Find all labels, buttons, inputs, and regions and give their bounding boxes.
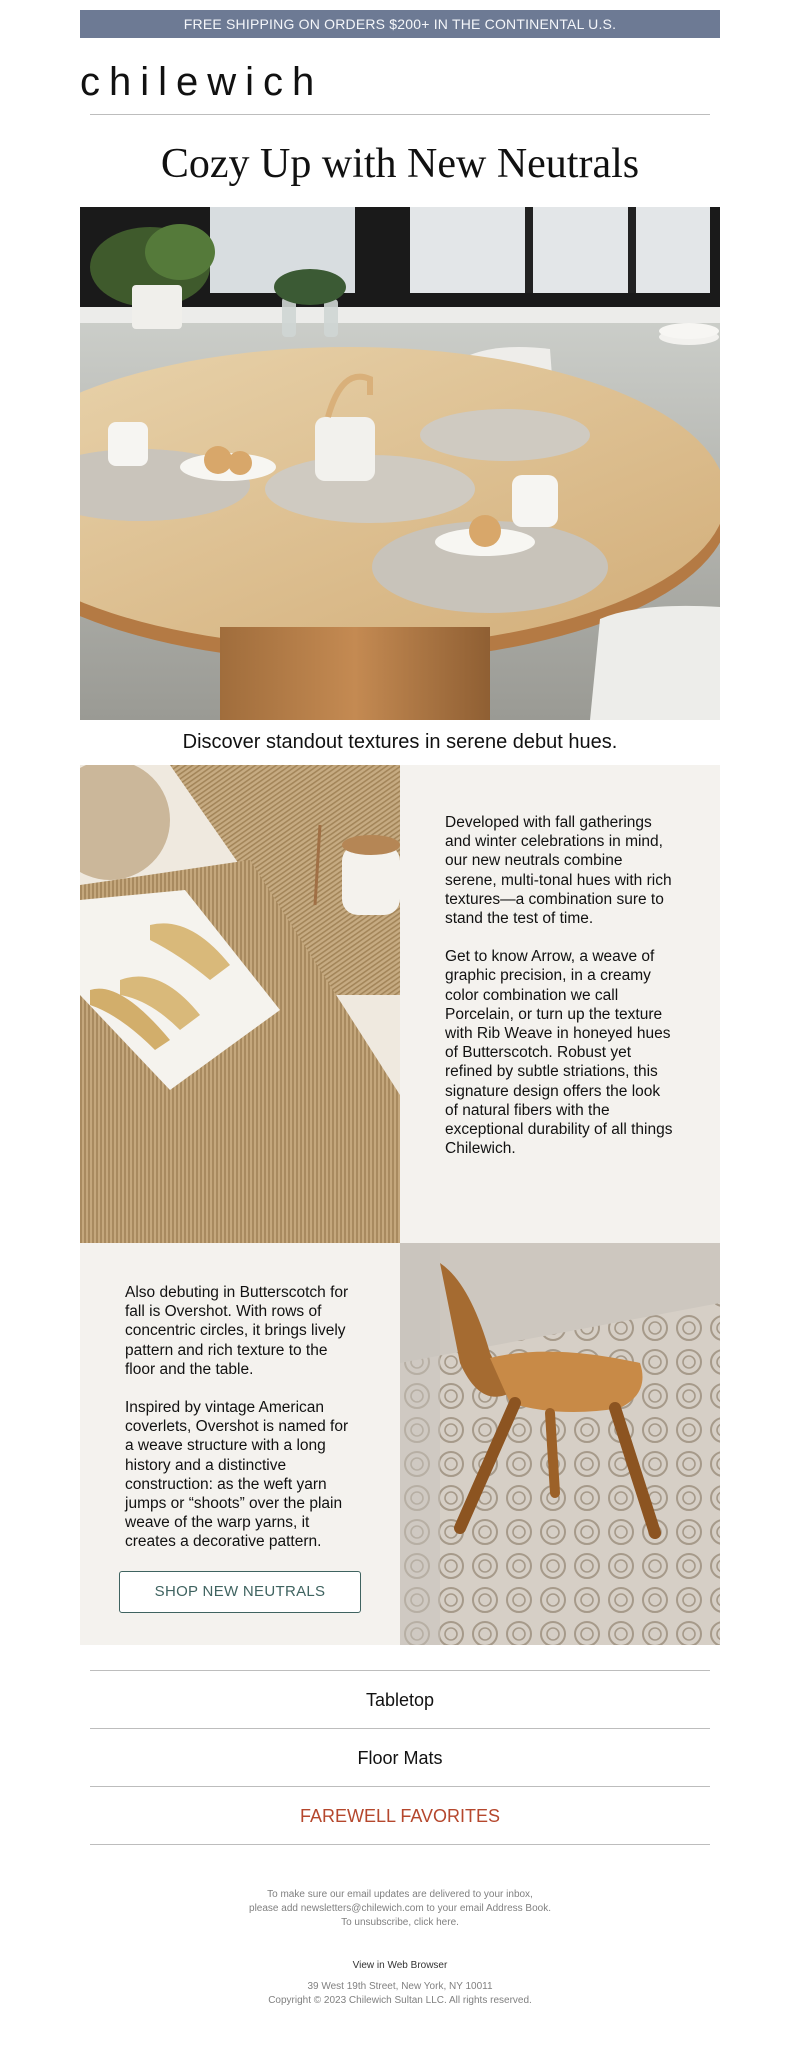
shop-new-neutrals-button[interactable]: SHOP NEW NEUTRALS — [119, 1571, 361, 1613]
nav-link-floor-mats[interactable]: Floor Mats — [357, 1748, 443, 1768]
overshot-paragraph-2: Inspired by vintage American coverlets, Overshot is named for a weave structure with a long history and a distinctive construction: as the weft yarn jumps or “shoots” over the plain weave of the warp yarns, it creates a decorative pattern. — [125, 1399, 349, 1551]
page-title: Cozy Up with New Neutrals — [160, 141, 640, 187]
divider — [90, 1728, 710, 1729]
hero-subtitle: Discover standout textures in serene debut hues. — [182, 731, 618, 753]
nav-link-tabletop[interactable]: Tabletop — [365, 1690, 435, 1710]
rib-weave-copy — [445, 813, 677, 1177]
footer-notice-line-2: please add newsletters@chilewich.com to your email Address Book. — [249, 1903, 551, 1914]
overshot-image[interactable] — [400, 1243, 720, 1645]
shipping-banner[interactable]: FREE SHIPPING ON ORDERS $200+ IN THE CONTINENTAL U.S. — [80, 10, 720, 38]
nav-link-farewell-favorites[interactable]: FAREWELL FAVORITES — [299, 1806, 501, 1826]
footer-address: 39 West 19th Street, New York, NY 10011 — [307, 1981, 493, 1992]
rib-weave-illustration — [80, 765, 400, 1243]
overshot-illustration — [400, 1243, 720, 1645]
rib-weave-paragraph-1: Developed with fall gatherings and winter celebrations in mind, our new neutrals combine serene, multi-tonal hues with rich textures—a combination sure to stand the test of time. — [445, 814, 672, 928]
hero-image[interactable] — [80, 207, 720, 720]
footer-copyright: Copyright © 2023 Chilewich Sultan LLC. All rights reserved. — [268, 1995, 532, 2006]
overshot-paragraph-1: Also debuting in Butterscotch for fall is Overshot. With rows of concentric circles, it brings lively pattern and rich texture to the floor and the table. — [125, 1284, 349, 1378]
view-in-browser-link[interactable]: View in Web Browser — [352, 1960, 448, 1971]
rib-weave-paragraph-2: Get to know Arrow, a weave of graphic precision, in a creamy color combination we call Porcelain, or turn up the texture with Rib Weave in honeyed hues of Butterscotch. Robust yet refined by subtle striations, this signature design offers the look of natural fibers with the exceptional durability of all things Chilewich. — [445, 948, 673, 1158]
chilewich-logo[interactable]: chilewich — [80, 60, 324, 104]
footer-notice-line-1: To make sure our email updates are delivered to your inbox, — [267, 1889, 533, 1900]
divider — [90, 1844, 710, 1845]
overshot-copy — [125, 1283, 357, 1571]
section-rib-weave — [80, 765, 720, 1243]
divider — [90, 1786, 710, 1787]
rib-weave-image[interactable] — [80, 765, 400, 1243]
divider — [90, 114, 710, 115]
hero-illustration — [80, 207, 720, 720]
divider — [90, 1670, 710, 1671]
unsubscribe-link[interactable]: To unsubscribe, click here. — [341, 1917, 459, 1928]
